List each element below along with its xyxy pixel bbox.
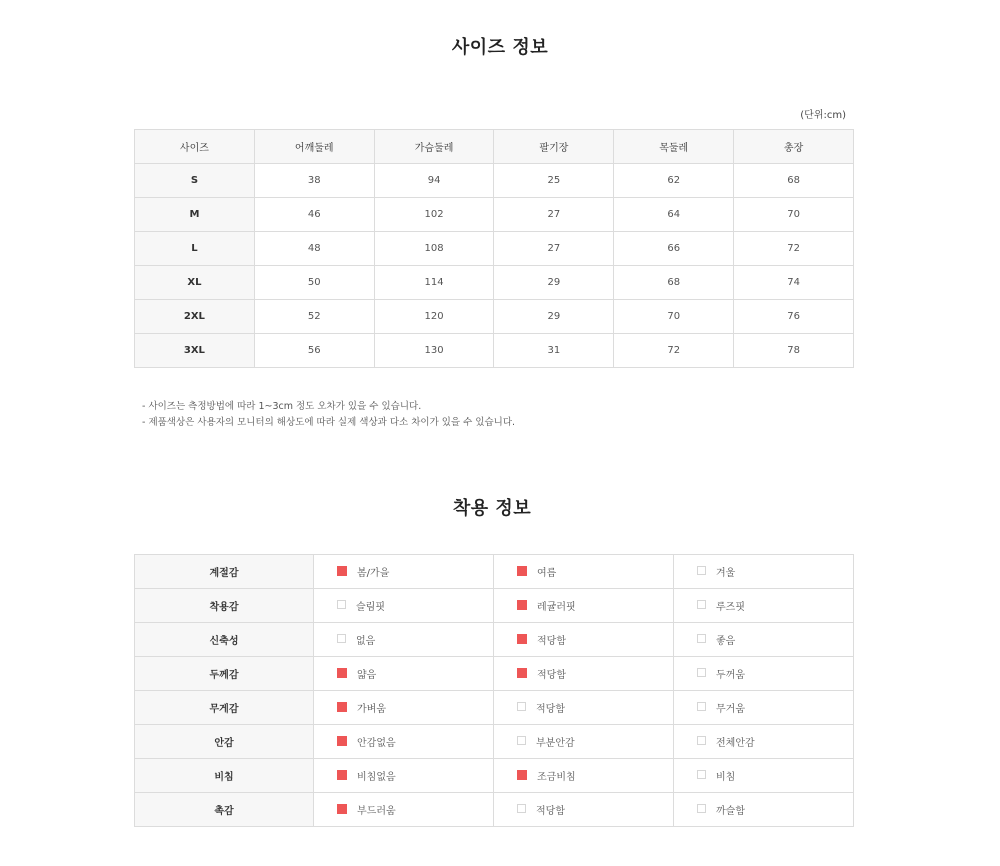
table-row bbox=[135, 266, 854, 300]
checked-box-icon bbox=[337, 566, 347, 576]
size-value-cell: 46 bbox=[254, 198, 374, 232]
wear-category-cell: 두께감 bbox=[135, 657, 314, 691]
table-row bbox=[135, 793, 854, 827]
unchecked-box-icon bbox=[697, 634, 706, 643]
table-row bbox=[135, 232, 854, 266]
wear-option-label: 레귤러핏 bbox=[537, 602, 576, 613]
header-length: 총장 bbox=[734, 130, 854, 164]
unchecked-box-icon bbox=[697, 702, 706, 711]
size-label-cell: L bbox=[135, 232, 255, 266]
checked-box-icon bbox=[517, 634, 527, 644]
note-color: - 제품색상은 사용자의 모니터의 해상도에 따라 실제 색상과 다소 차이가 있을 수 있습니다. bbox=[142, 417, 516, 428]
unit-label: (단위:cm) bbox=[800, 110, 846, 121]
size-table-header-row bbox=[135, 130, 854, 164]
wear-category-cell: 착용감 bbox=[135, 589, 314, 623]
unchecked-box-icon bbox=[517, 736, 526, 745]
size-value-cell: 70 bbox=[734, 198, 854, 232]
unchecked-box-icon bbox=[697, 668, 706, 677]
size-label-cell: M bbox=[135, 198, 255, 232]
size-value-cell: 130 bbox=[374, 334, 494, 368]
unchecked-box-icon bbox=[517, 804, 526, 813]
wear-option-label: 부드러움 bbox=[357, 806, 396, 817]
wear-option-label: 부분안감 bbox=[536, 738, 575, 749]
wear-option-label: 안감없음 bbox=[357, 738, 396, 749]
unchecked-box-icon bbox=[697, 770, 706, 779]
wear-table bbox=[134, 554, 854, 827]
wear-option-cell bbox=[314, 793, 494, 827]
wear-option-cell bbox=[314, 725, 494, 759]
wear-option-label: 없음 bbox=[356, 636, 376, 647]
wear-category-cell: 신축성 bbox=[135, 623, 314, 657]
size-value-cell: 52 bbox=[254, 300, 374, 334]
size-value-cell: 68 bbox=[734, 164, 854, 198]
size-value-cell: 76 bbox=[734, 300, 854, 334]
wear-option-cell bbox=[494, 555, 674, 589]
size-value-cell: 114 bbox=[374, 266, 494, 300]
wear-option-cell bbox=[494, 759, 674, 793]
wear-option-label: 조금비침 bbox=[537, 772, 576, 783]
wear-option-label: 좋음 bbox=[716, 636, 736, 647]
wear-option-label: 얇음 bbox=[357, 670, 377, 681]
wear-category-cell: 촉감 bbox=[135, 793, 314, 827]
wear-option-cell bbox=[674, 657, 854, 691]
checked-box-icon bbox=[337, 702, 347, 712]
header-neck: 목둘레 bbox=[614, 130, 734, 164]
size-value-cell: 74 bbox=[734, 266, 854, 300]
table-row bbox=[135, 300, 854, 334]
table-row bbox=[135, 691, 854, 725]
wear-option-cell bbox=[494, 657, 674, 691]
table-row bbox=[135, 657, 854, 691]
table-row bbox=[135, 198, 854, 232]
wear-option-cell bbox=[494, 589, 674, 623]
size-label-cell: 2XL bbox=[135, 300, 255, 334]
size-value-cell: 27 bbox=[494, 232, 614, 266]
wear-option-cell bbox=[314, 623, 494, 657]
size-value-cell: 31 bbox=[494, 334, 614, 368]
wear-option-label: 적당함 bbox=[537, 636, 566, 647]
unchecked-box-icon bbox=[697, 600, 706, 609]
size-value-cell: 120 bbox=[374, 300, 494, 334]
table-row bbox=[135, 334, 854, 368]
checked-box-icon bbox=[517, 600, 527, 610]
wear-category-cell: 계절감 bbox=[135, 555, 314, 589]
table-row bbox=[135, 589, 854, 623]
unchecked-box-icon bbox=[697, 736, 706, 745]
wear-option-cell bbox=[314, 691, 494, 725]
unchecked-box-icon bbox=[697, 566, 706, 575]
wear-option-label: 적당함 bbox=[536, 806, 565, 817]
wear-option-cell bbox=[674, 623, 854, 657]
wear-option-label: 가벼움 bbox=[357, 704, 386, 715]
wear-option-label: 두꺼움 bbox=[716, 670, 745, 681]
size-value-cell: 48 bbox=[254, 232, 374, 266]
size-label-cell: XL bbox=[135, 266, 255, 300]
wear-option-cell bbox=[314, 759, 494, 793]
wear-option-cell bbox=[314, 555, 494, 589]
size-value-cell: 108 bbox=[374, 232, 494, 266]
table-row bbox=[135, 623, 854, 657]
table-row bbox=[135, 725, 854, 759]
unchecked-box-icon bbox=[337, 600, 346, 609]
table-row bbox=[135, 164, 854, 198]
size-value-cell: 70 bbox=[614, 300, 734, 334]
wear-category-cell: 비침 bbox=[135, 759, 314, 793]
size-value-cell: 72 bbox=[734, 232, 854, 266]
header-sleeve: 팔기장 bbox=[494, 130, 614, 164]
wear-option-label: 루즈핏 bbox=[716, 602, 745, 613]
size-value-cell: 68 bbox=[614, 266, 734, 300]
size-value-cell: 66 bbox=[614, 232, 734, 266]
checked-box-icon bbox=[517, 770, 527, 780]
wear-category-cell: 안감 bbox=[135, 725, 314, 759]
wear-option-cell bbox=[494, 793, 674, 827]
wear-option-cell bbox=[494, 691, 674, 725]
checked-box-icon bbox=[517, 566, 527, 576]
size-value-cell: 29 bbox=[494, 300, 614, 334]
wear-option-label: 여름 bbox=[537, 568, 557, 579]
wear-option-cell bbox=[314, 657, 494, 691]
wear-option-label: 무거움 bbox=[716, 704, 745, 715]
size-value-cell: 102 bbox=[374, 198, 494, 232]
wear-option-cell bbox=[674, 725, 854, 759]
size-value-cell: 94 bbox=[374, 164, 494, 198]
wear-option-label: 겨울 bbox=[716, 568, 736, 579]
size-value-cell: 62 bbox=[614, 164, 734, 198]
size-info-title: 사이즈 정보 bbox=[451, 37, 549, 58]
unchecked-box-icon bbox=[337, 634, 346, 643]
size-label-cell: 3XL bbox=[135, 334, 255, 368]
wear-option-cell bbox=[494, 725, 674, 759]
checked-box-icon bbox=[337, 804, 347, 814]
header-shoulder: 어깨둘레 bbox=[254, 130, 374, 164]
wear-option-label: 비침없음 bbox=[357, 772, 396, 783]
wear-option-cell bbox=[674, 691, 854, 725]
header-chest: 가슴둘레 bbox=[374, 130, 494, 164]
size-value-cell: 56 bbox=[254, 334, 374, 368]
table-row bbox=[135, 759, 854, 793]
size-value-cell: 25 bbox=[494, 164, 614, 198]
checked-box-icon bbox=[337, 668, 347, 678]
unchecked-box-icon bbox=[697, 804, 706, 813]
wear-option-cell bbox=[674, 759, 854, 793]
size-value-cell: 29 bbox=[494, 266, 614, 300]
wear-option-cell bbox=[674, 589, 854, 623]
size-value-cell: 50 bbox=[254, 266, 374, 300]
wear-category-cell: 무게감 bbox=[135, 691, 314, 725]
wear-info-title: 착용 정보 bbox=[452, 498, 532, 519]
wear-option-label: 전체안감 bbox=[716, 738, 755, 749]
header-size: 사이즈 bbox=[135, 130, 255, 164]
wear-option-label: 까슬함 bbox=[716, 806, 745, 817]
size-value-cell: 38 bbox=[254, 164, 374, 198]
checked-box-icon bbox=[337, 736, 347, 746]
size-table bbox=[134, 129, 854, 368]
wear-option-cell bbox=[314, 589, 494, 623]
size-notes bbox=[142, 399, 515, 431]
wear-option-label: 적당함 bbox=[536, 704, 565, 715]
table-row bbox=[135, 555, 854, 589]
size-label-cell: S bbox=[135, 164, 255, 198]
checked-box-icon bbox=[517, 668, 527, 678]
wear-option-label: 봄/가을 bbox=[357, 568, 390, 579]
wear-option-label: 슬림핏 bbox=[356, 602, 385, 613]
size-value-cell: 64 bbox=[614, 198, 734, 232]
wear-option-label: 비침 bbox=[716, 772, 736, 783]
wear-option-cell bbox=[674, 793, 854, 827]
note-measurement: - 사이즈는 측정방법에 따라 1~3cm 정도 오차가 있을 수 있습니다. bbox=[142, 401, 422, 412]
wear-option-cell bbox=[674, 555, 854, 589]
size-value-cell: 78 bbox=[734, 334, 854, 368]
wear-option-cell bbox=[494, 623, 674, 657]
unchecked-box-icon bbox=[517, 702, 526, 711]
size-value-cell: 72 bbox=[614, 334, 734, 368]
checked-box-icon bbox=[337, 770, 347, 780]
wear-option-label: 적당함 bbox=[537, 670, 566, 681]
size-value-cell: 27 bbox=[494, 198, 614, 232]
